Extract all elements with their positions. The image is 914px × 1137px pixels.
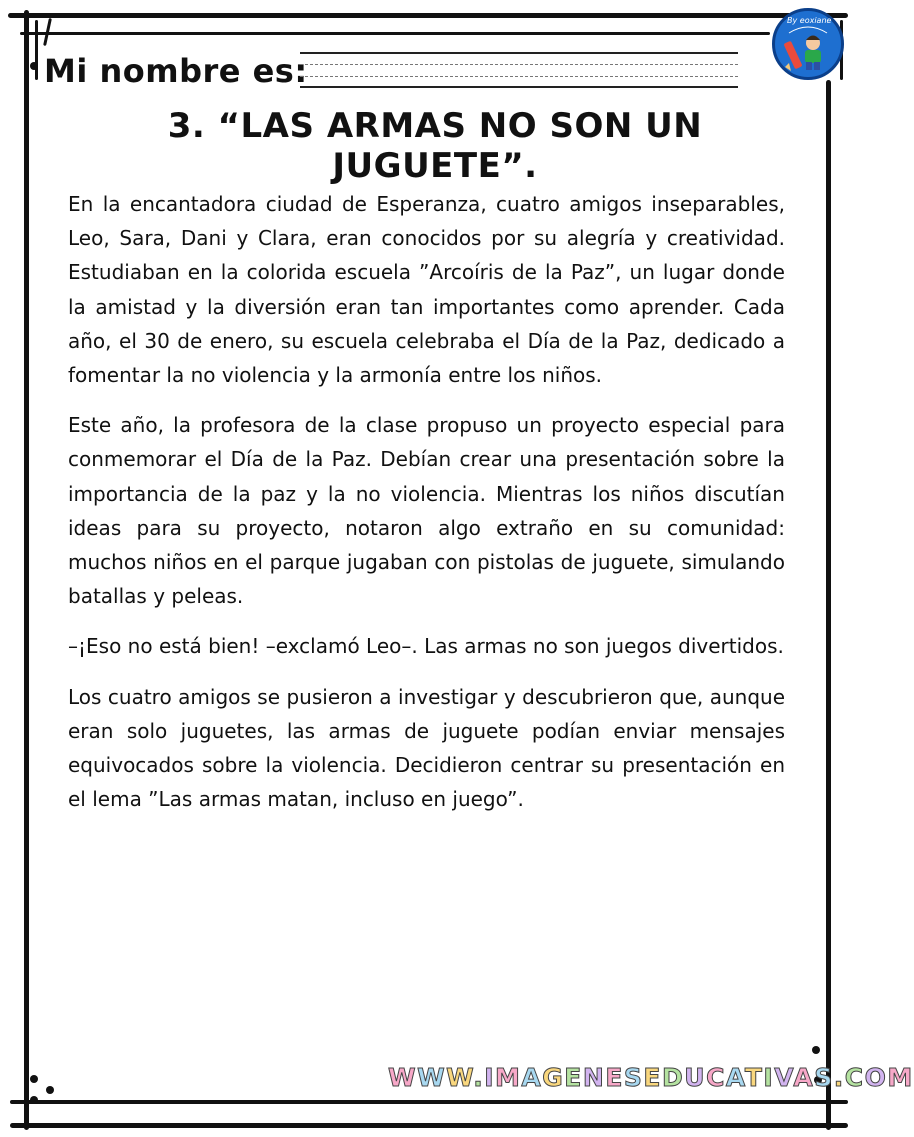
child-pencil-logo-icon [772, 8, 844, 80]
watermark-letter: D [661, 1063, 685, 1092]
watermark-letter: A [793, 1063, 815, 1092]
story-paragraph: Este año, la profesora de la clase propuso un proyecto especial para conmemorar el Día de la Paz. Debían crear una presentación sobre la importancia de la paz y la no violencia. Mientras los niños discutían ideas para su proyecto, notaron algo extraño en su comunidad: muchos niños en el parque jugaban con pistolas de juguete, simulando batallas y peleas. [68, 413, 785, 609]
watermark-letter: E [605, 1063, 624, 1092]
frame-bottom-line [10, 1100, 848, 1104]
watermark-letter: . [833, 1063, 845, 1092]
watermark-letter: I [763, 1063, 775, 1092]
watermark-letter: W [446, 1063, 474, 1092]
frame-left-line [24, 10, 29, 1130]
name-writing-lines[interactable] [300, 48, 738, 88]
story-paragraph: –¡Eso no está bien! –exclamó Leo–. Las armas no son juegos divertidos. [68, 634, 784, 659]
name-bullet [30, 62, 38, 70]
watermark-letter: C [706, 1063, 726, 1092]
frame-top-line [8, 13, 848, 18]
watermark-letter: I [484, 1063, 496, 1092]
watermark-letter: N [582, 1063, 606, 1092]
watermark-letter: W [417, 1063, 447, 1092]
watermark-letter: E [564, 1063, 583, 1092]
watermark-letter: M [495, 1063, 522, 1092]
watermark-letter: C [844, 1063, 865, 1092]
watermark-letter: G [542, 1063, 565, 1092]
watermark-letter: O [864, 1063, 888, 1092]
watermark-letter: T [744, 1063, 764, 1092]
logo-text: By eoxiane [787, 16, 832, 25]
frame-dot [812, 1046, 820, 1054]
story-body [68, 187, 785, 832]
watermark-letter: S [623, 1063, 644, 1092]
name-row [30, 48, 750, 98]
name-label: Mi nombre es: [44, 52, 308, 90]
watermark-letter: A [521, 1063, 543, 1092]
watermark-letter: W [388, 1063, 418, 1092]
frame-right-line [826, 80, 831, 1130]
watermark-letter: M [887, 1063, 914, 1092]
story-title: 3. “LAS ARMAS NO SON UN JUGUETE”. [167, 106, 703, 186]
watermark-letter: S [814, 1063, 834, 1092]
story-paragraph: En la encantadora ciudad de Esperanza, cuatro amigos inseparables, Leo, Sara, Dani y Clara, eran conocidos por su alegría y creatividad. Estudiaban en la colorida escuela ”Arcoíris de la Paz”, un lugar donde la amistad y la diversión eran tan importantes como aprender. Cada año, el 30 de enero, su escuela celebraba el Día de la Paz, dedicado a fomentar la no violencia y la armonía entre los niños. [68, 192, 785, 388]
story-paragraph: Los cuatro amigos se pusieron a investigar y descubrieron que, aunque eran solo juguetes, las armas de juguete podían enviar mensajes equivocados sobre la violencia. Decidieron centrar su presentación en el lema ”Las armas matan, incluso en juego”. [68, 684, 785, 812]
frame-dot [30, 1075, 38, 1083]
frame-dot [30, 1096, 38, 1104]
frame-dot [46, 1086, 54, 1094]
watermark-letter: E [643, 1063, 662, 1092]
watermark-letter: . [473, 1063, 485, 1092]
frame-bottom-line-outer [10, 1123, 848, 1128]
watermark-url [388, 1063, 914, 1092]
watermark-letter: U [684, 1063, 707, 1092]
frame-top-line-inner [20, 32, 770, 35]
watermark-letter: A [725, 1063, 745, 1092]
watermark-letter: V [774, 1063, 794, 1092]
